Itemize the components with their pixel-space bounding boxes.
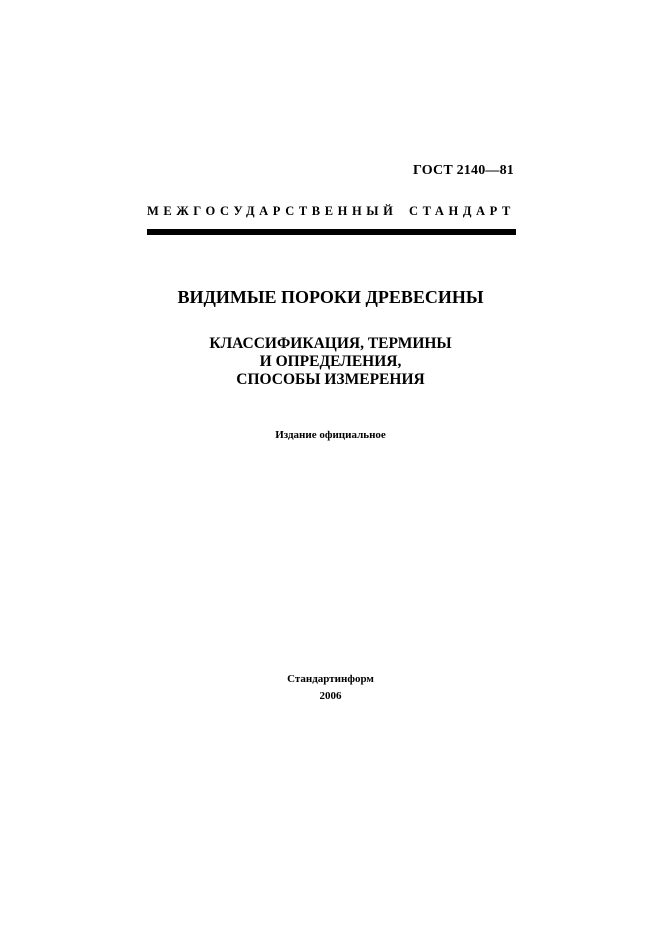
document-subtitle — [0, 335, 661, 389]
standard-type-heading: МЕЖГОСУДАРСТВЕННЫЙ СТАНДАРТ — [147, 204, 515, 218]
subtitle-line: СПОСОБЫ ИЗМЕРЕНИЯ — [236, 371, 425, 388]
document-number: ГОСТ 2140—81 — [413, 163, 514, 178]
subtitle-line: КЛАССИФИКАЦИЯ, ТЕРМИНЫ — [209, 335, 452, 352]
publisher-name: Стандартинформ — [287, 673, 374, 685]
horizontal-rule — [147, 229, 516, 235]
edition-note: Издание официальное — [275, 429, 386, 441]
document-title: ВИДИМЫЕ ПОРОКИ ДРЕВЕСИНЫ — [177, 287, 484, 307]
publication-year: 2006 — [319, 690, 342, 702]
subtitle-line: И ОПРЕДЕЛЕНИЯ, — [259, 353, 402, 370]
